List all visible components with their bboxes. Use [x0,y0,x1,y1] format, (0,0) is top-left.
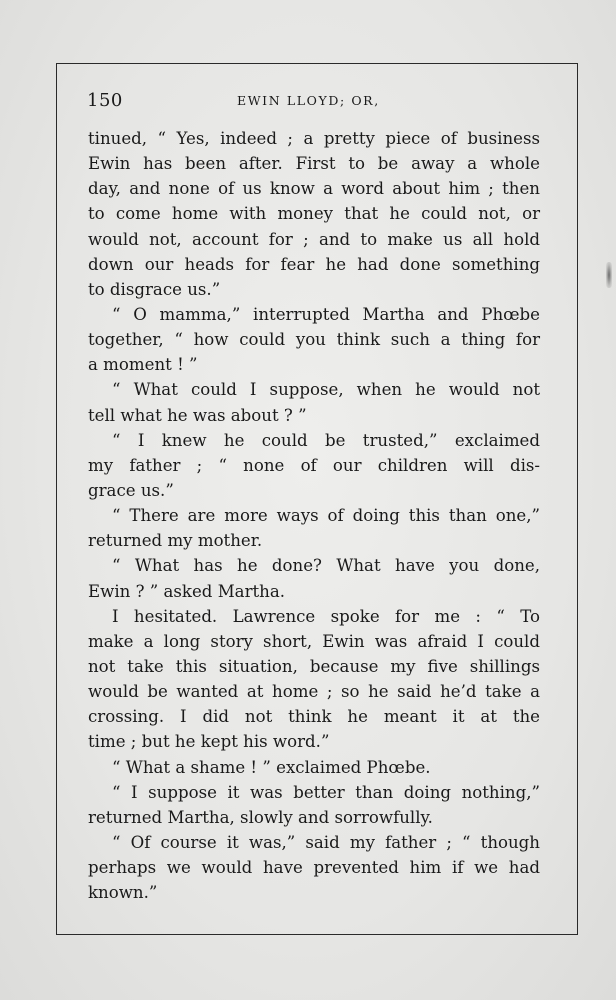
text-line: perhaps we would have prevented him if we had [88,858,540,878]
text-line: tinued, “ Yes, indeed ; a pretty piece of business [88,129,540,148]
text-line: would not, account for ; and to make us all hold [88,229,540,249]
text-line: day, and none of us know a word about him ; then [88,179,540,199]
text-line: “ There are more ways of doing this than one,” [112,506,540,526]
text-line: “ I knew he could be trusted,” exclaimed [112,430,540,450]
text-line: known.” [88,883,158,903]
running-head: EWIN LLOYD; OR, [237,93,380,108]
ink-bleed-mark [606,262,612,288]
text-line: “ O mamma,” interrupted Martha and Phœbe [112,304,540,324]
text-line: Ewin has been after. First to be away a whole [88,154,540,174]
text-line: tell what he was about ? ” [88,405,307,425]
text-line: my father ; “ none of our children will dis- [88,455,540,475]
text-line: “ What could I suppose, when he would not [112,380,540,400]
text-line: crossing. I did not think he meant it at the [88,707,540,727]
body-text [88,126,540,905]
text-line: make a long story short, Ewin was afraid I could [88,631,540,651]
text-line: “ I suppose it was better than doing nothing,” [112,782,540,802]
text-line: I hesitated. Lawrence spoke for me : “ To [112,606,540,626]
text-line: grace us.” [88,480,174,500]
text-line: down our heads for fear he had done something [88,254,540,274]
text-line: “ What a shame ! ” exclaimed Phœbe. [112,757,431,777]
text-line: would be wanted at home ; so he said he’d take a [88,682,540,702]
text-line: returned my mother. [88,531,263,551]
text-line: “ Of course it was,” said my father ; “ though [112,832,540,852]
text-line: “ What has he done? What have you done, [112,556,540,576]
page-header [87,90,539,114]
text-line: together, “ how could you think such a thing for [88,330,540,350]
text-line: not take this situation, because my five shillings [88,656,540,676]
page-number: 150 [87,90,123,111]
text-line: to disgrace us.” [88,279,221,299]
text-line: returned Martha, slowly and sorrowfully. [88,807,433,827]
text-line: to come home with money that he could not, or [88,204,540,224]
text-line: a moment ! ” [88,355,198,375]
text-line: time ; but he kept his word.” [88,732,330,752]
text-line: Ewin ? ” asked Martha. [88,581,286,601]
